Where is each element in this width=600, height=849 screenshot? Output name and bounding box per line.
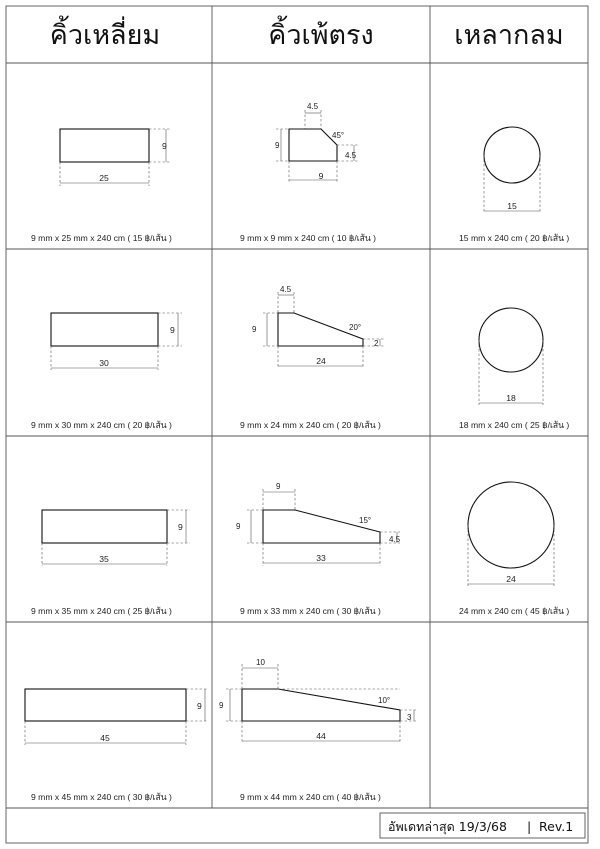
square-profile-shape: [51, 313, 158, 346]
square-profile-shape: [25, 689, 186, 721]
square-profile-shape: [60, 129, 149, 162]
round-profile-15: [484, 127, 540, 213]
dim-angle: 10°: [378, 696, 391, 705]
dim-width: 30: [99, 358, 109, 368]
bevel-profile-shape: [263, 510, 380, 543]
last-updated-label: อัพเดทล่าสุด 19/3/68: [388, 819, 507, 834]
square-profile-45: [25, 689, 208, 745]
dim-diameter: 18: [506, 393, 516, 403]
dim-top: 4.5: [307, 102, 319, 111]
dim-height: 9: [219, 701, 224, 710]
bevel-profile-33: [236, 482, 401, 566]
spec-square-30: 9 mm x 30 mm x 240 cm ( 20 ฿/เส้น ): [31, 420, 172, 430]
dim-width: 44: [316, 731, 326, 741]
header-round-rod: เหลากลม: [454, 20, 564, 51]
dim-height: 9: [275, 141, 280, 150]
dim-height: 9: [252, 325, 257, 334]
dim-end: 4.5: [345, 151, 357, 160]
dim-top: 10: [256, 658, 265, 667]
bevel-profile-shape: [242, 689, 400, 721]
dim-height: 9: [178, 522, 183, 532]
dim-width: 9: [318, 171, 324, 181]
round-profile-24: [468, 482, 554, 586]
revision-box: [380, 813, 585, 838]
dim-width: 24: [316, 356, 326, 366]
revision-separator: |: [527, 819, 532, 834]
round-profile-shape: [484, 127, 540, 183]
spec-round-18: 18 mm x 240 cm ( 25 ฿/เส้น ): [459, 420, 570, 430]
dim-height: 9: [197, 701, 202, 711]
revision-label: Rev.1: [539, 819, 574, 834]
dim-height: 9: [236, 522, 241, 531]
spec-square-25: 9 mm x 25 mm x 240 cm ( 15 ฿/เส้น ): [31, 233, 172, 243]
dim-end: 4.5: [389, 535, 401, 544]
dim-diameter: 24: [506, 574, 516, 584]
square-profile-35: [42, 510, 190, 566]
spec-round-24: 24 mm x 240 cm ( 45 ฿/เส้น ): [459, 606, 570, 616]
header-beveled-trim: คิ้วเพ้ตรง: [268, 20, 374, 51]
dim-width: 25: [99, 173, 109, 183]
bevel-profile-shape: [289, 129, 337, 161]
spec-square-35: 9 mm x 35 mm x 240 cm ( 25 ฿/เส้น ): [31, 606, 172, 616]
bevel-profile-9: [275, 102, 358, 183]
dim-width: 33: [316, 553, 326, 563]
bevel-profile-24: [252, 285, 384, 368]
square-profile-30: [51, 313, 182, 370]
dim-diameter: 15: [507, 201, 517, 211]
dim-angle: 45°: [332, 131, 345, 140]
dim-top: 4.5: [280, 285, 292, 294]
dim-height: 9: [162, 141, 167, 151]
round-profile-shape: [479, 308, 543, 372]
square-profile-shape: [42, 510, 167, 543]
dim-end: 3: [407, 713, 412, 722]
dim-height: 9: [170, 325, 175, 335]
dim-top: 9: [276, 482, 281, 491]
square-profile-25: [60, 129, 170, 186]
spec-bevel-44: 9 mm x 44 mm x 240 cm ( 40 ฿/เส้น ): [240, 792, 381, 802]
spec-square-45: 9 mm x 45 mm x 240 cm ( 30 ฿/เส้น ): [31, 792, 172, 802]
header-square-trim: คิ้วเหลี่ยม: [49, 20, 161, 51]
spec-bevel-33: 9 mm x 33 mm x 240 cm ( 30 ฿/เส้น ): [240, 606, 381, 616]
bevel-profile-44: [219, 658, 418, 743]
spec-round-15: 15 mm x 240 cm ( 20 ฿/เส้น ): [459, 233, 570, 243]
dim-angle: 20°: [349, 323, 362, 332]
dim-end: 2: [374, 339, 379, 348]
spec-bevel-24: 9 mm x 24 mm x 240 cm ( 20 ฿/เส้น ): [240, 420, 381, 430]
round-profile-18: [479, 308, 543, 405]
dim-width: 35: [99, 554, 109, 564]
round-profile-shape: [468, 482, 554, 568]
dim-width: 45: [100, 733, 110, 743]
dim-angle: 15°: [359, 516, 372, 525]
spec-bevel-9: 9 mm x 9 mm x 240 cm ( 10 ฿/เส้น ): [240, 233, 377, 243]
